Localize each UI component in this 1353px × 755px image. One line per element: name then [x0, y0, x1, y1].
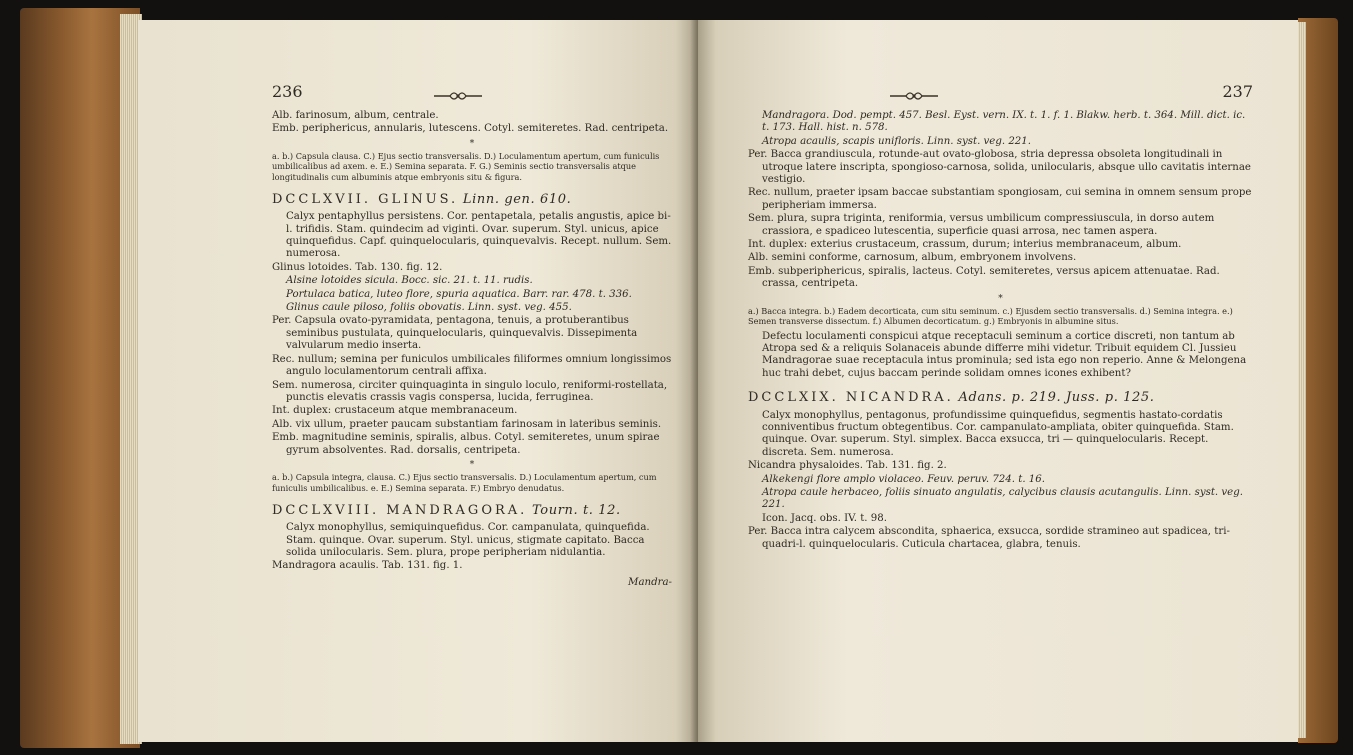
text-line: Emb. periphericus, annularis, lutescens. Cotyl. semiteretes. Rad. centripeta.: [272, 123, 669, 135]
page-number: 237: [1222, 82, 1253, 101]
species-line: Nicandra physaloides. Tab. 131. fig. 2.: [748, 460, 947, 472]
left-header: [272, 82, 672, 104]
synonym-line: Portulaca batica, luteo flore, spuria aquatica. Barr. rar. 478. t. 336.: [286, 288, 632, 300]
right-header: [748, 82, 1253, 104]
species-line: Glinus lotoides. Tab. 130. fig. 12.: [272, 261, 443, 273]
discussion-paragraph: Defectu loculamenti conspicui atque receptaculi seminum a cortice discreti, non tantum ab Atropa sed & a reliquis Solanaceis abunde differre mihi videtur. Tribuit equidem Cl. Jussieu Mandragorae suae receptacula intus prominula; sed ista ego non reperio. Anne & Melongena huc trahi debet, cujus baccam perinde solidam omnes icones exhibent?: [762, 330, 1247, 379]
genus-description: Calyx monophyllus, semiquinquefidus. Cor. campanulata, quinquefida. Stam. quinque. Ovar. superum. Styl. unicus, stigmate capitato. Bacca solida unilocularis. Sem. plura, prope peripheriam nidulantia.: [286, 522, 650, 558]
ornament-icon: [888, 90, 940, 102]
per-line: Per. Capsula ovato-pyramidata, pentagona, tenuis, a protuberantibus seminibus pustulata, quinquelocularis, quinquevalvis. Dissepimenta valvularum medio inserta.: [272, 315, 638, 352]
right-page: [698, 20, 1298, 742]
synonym-line: Alkekengi flore amplo violaceo. Feuv. peruv. 724. t. 16.: [762, 473, 1046, 485]
int-line: Int. duplex: crustaceum atque membranaceum.: [272, 405, 518, 417]
species-line: Mandragora acaulis. Tab. 131. fig. 1.: [272, 560, 463, 572]
int-line: Int. duplex: exterius crustaceum, crassum, durum; interius membranaceum, album.: [748, 239, 1182, 251]
rec-line: Rec. nullum, praeter ipsam baccae substantiam spongiosam, cui semina in omnem sensum prope peripheriam immersa.: [748, 187, 1252, 211]
genus-heading: [272, 502, 672, 518]
sem-line: Sem. plura, supra triginta, reniformia, versus umbilicum compressiuscula, in dorso autem crassiora, e spadiceo lutescentia, superficie quasi arrosa, nec tamen aspera.: [748, 213, 1215, 237]
alb-line: Alb. vix ullum, praeter paucam substantiam farinosam in lateribus seminis.: [272, 418, 662, 430]
per-line: Per. Bacca grandiuscula, rotunde-aut ovato-globosa, stria depressa obsoleta longitudinali in utroque latere inscripta, spongioso-carnosa, solida, unilocularis, absque ullo cavitatis internae vestigio.: [748, 149, 1251, 186]
page-number: 236: [272, 82, 303, 101]
synonym-line: Alsine lotoides sicula. Bocc. sic. 21. t. 11. rudis.: [286, 275, 533, 287]
open-book: [20, 8, 1338, 748]
synonym-line: Atropa caule herbaceo, foliis sinuato angulatis, calycibus clausis acutangulis. Linn. syst. veg. 221.: [762, 486, 1243, 511]
genus-description: Calyx monophyllus, pentagonus, profundissime quinquefidus, segmentis hastato-cordatis conniventibus fructum obtegentibus. Cor. campanulato-ampliata, obiter quinquefida. Stam. quinque. Ovar. superum. Styl. simplex. Bacca exsucca, tri — quinquelocularis. Recept. discreta. Sem. numerosa.: [762, 409, 1234, 458]
ornament-icon: [432, 90, 484, 102]
left-page-text: [272, 82, 672, 589]
text-line: Alb. farinosum, album, centrale.: [272, 110, 439, 121]
synonym-line: Atropa acaulis, scapis unifloris. Linn. syst. veg. 221.: [762, 135, 1032, 147]
genus-title: DCCLXVII. GLINUS.: [272, 191, 459, 207]
sem-line: Sem. numerosa, circiter quinquaginta in singulo loculo, reniformi-rostellata, punctis elevatis crassis vagis conspersa, lucida, ferruginea.: [272, 379, 668, 403]
per-line: Per. Bacca intra calycem abscondita, sphaerica, exsucca, sordide stramineo aut spadicea, tri-quadri-l. quinquelocularis. Cuticula chartacea, glabra, tenuis.: [748, 526, 1230, 550]
genus-reference: Adans. p. 219. Juss. p. 125.: [958, 390, 1155, 406]
genus-title: DCCLXVIII. MANDRAGORA.: [272, 502, 528, 518]
emb-line: Emb. subperiphericus, spiralis, lacteus. Cotyl. semiteretes, versus apicem attenuatae. Rad. crassa, centripeta.: [748, 265, 1220, 290]
icon-reference-line: Icon. Jacq. obs. IV. t. 98.: [762, 512, 887, 524]
asterisk-icon: *: [469, 138, 475, 149]
alb-line: Alb. semini conforme, carnosum, album, embryonem involvens.: [748, 252, 1077, 264]
right-page-text: [748, 82, 1253, 552]
figure-note: a. b.) Capsula integra, clausa. C.) Ejus sectio transversalis. D.) Loculamentum apertum, cum funiculis umbilicalibus. e. E.) Semina separata. F.) Embryo denudatus.: [272, 472, 657, 493]
catchword: Mandra-: [628, 576, 672, 588]
genus-description: Calyx pentaphyllus persistens. Cor. pentapetala, petalis angustis, apice bi-l. trifidis. Stam. quindecim ad viginti. Ovar. superum. Styl. unicus, apice quinquefidus. Capf. quinquelocularis, quinquevalvis. Recept. nullum. Sem. numerosa.: [286, 211, 672, 260]
genus-reference: Tourn. t. 12.: [532, 502, 621, 518]
asterisk-icon: *: [998, 293, 1003, 304]
emb-line: Emb. magnitudine seminis, spiralis, albus. Cotyl. semiteretes, unum spirae gyrum absolventes. Rad. dorsalis, centripeta.: [272, 432, 660, 456]
genus-heading: [272, 191, 672, 207]
left-page: [138, 20, 698, 742]
genus-title: DCCLXIX. NICANDRA.: [748, 390, 954, 406]
figure-note: a. b.) Capsula clausa. C.) Ejus sectio transversalis. D.) Loculamentum apertum, cum funiculis umbilicalibus ad axem. e. E.) Semina separata. F. G.) Seminis sectio transversalis atque longitudinalis cum albuminis atque embryonis situ & figura.: [272, 151, 660, 182]
asterisk-icon: *: [469, 459, 475, 470]
synonym-line: Glinus caule piloso, foliis obovatis. Linn. syst. veg. 455.: [286, 302, 572, 314]
rec-line: Rec. nullum; semina per funiculos umbilicales filiformes omnium longissimos angulo loculamentorum centrali affixa.: [272, 353, 672, 378]
figure-note: a.) Bacca integra. b.) Eadem decorticata, cum situ seminum. c.) Ejusdem sectio transversalis. d.) Semina integra. e.) Semen transverse dissectum. f.) Albumen decorticatum. g.) Embryonis in albumine situs.: [748, 306, 1233, 327]
genus-reference: Linn. gen. 610.: [462, 191, 572, 207]
synonym-line: Mandragora. Dod. pempt. 457. Besl. Eyst. vern. IX. t. 1. f. 1. Blakw. herb. t. 364. Mill. dict. ic. t. 173. Hall. hist. n. 578.: [762, 110, 1246, 134]
genus-heading: [748, 392, 1253, 404]
